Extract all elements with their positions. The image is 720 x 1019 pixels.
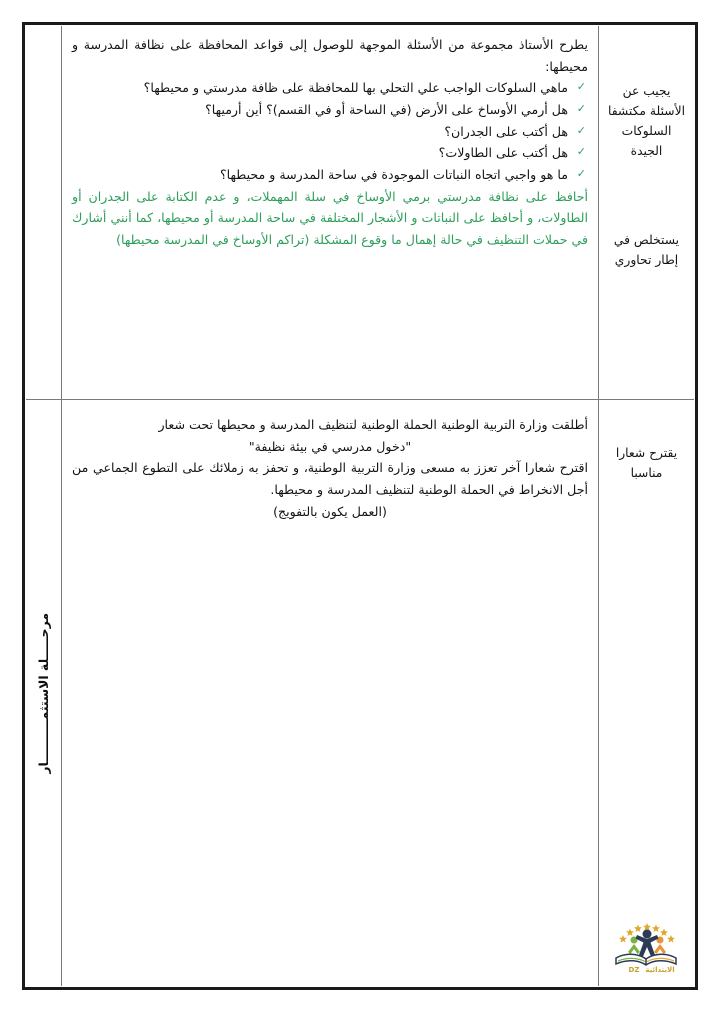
list-item [72, 121, 588, 143]
task-paragraph: اقترح شعارا آخر تعزز به مسعى وزارة التربية الوطنية، و تحفز به زملائك على التطوع الجماعي من أجل الانخراط في الحملة الوطنية لتنظيف المدرسة و محيطها. [72, 460, 588, 497]
table-row [599, 26, 694, 399]
behavior-line-5: يستخلص في [613, 233, 680, 247]
logo-name-code: DZ [628, 966, 640, 974]
logo-name-ar: الابتدائية [645, 966, 675, 974]
phase-label: مرحـــــلة الاستثمــــــــــار [36, 612, 51, 774]
check-icon: ✓ [576, 123, 586, 137]
table-inner-frame [25, 25, 695, 987]
check-icon: ✓ [576, 145, 586, 159]
phase-cell-row-1 [26, 26, 61, 399]
logo-book [616, 954, 676, 965]
check-icon: ✓ [576, 167, 586, 181]
question-text: هل أكتب على الجدران؟ [444, 123, 568, 139]
list-item [72, 77, 588, 99]
question-text: ما هو واجبي اتجاه النباتات الموجودة في ساحة المدرسة و محيطها؟ [219, 166, 568, 182]
behavior-line-4: الجيدة [630, 143, 663, 158]
slogan-text: "دخول مدرسي في بيئة نظيفة" [248, 438, 412, 454]
check-icon: ✓ [576, 102, 586, 116]
work-note: (العمل يكون بالتفويج) [273, 503, 387, 519]
content-cell-row-2 [62, 400, 598, 986]
list-item [72, 164, 588, 186]
behavior-line-6: إطار تحاوري [614, 252, 679, 267]
answer-paragraph: أحافظ على نظافة مدرستي برمي الأوساخ في سلة المهملات، و عدم الكتابة على الجدران أو الطاولات، و أحافظ على النباتات و الأشجار المختلفة في ساحة المدرسة أو محيطها، كما أنني أشارك في حملات التنظيف في حالة إهمال ما وقوع المشكلة (تراكم الأوساخ في المدرسة محيطها) [72, 188, 588, 247]
campaign-paragraph: أطلقت وزارة التربية الوطنية الحملة الوطنية لتنظيف المدرسة و محيطها تحت شعار [158, 417, 588, 432]
question-text: هل أرمي الأوساخ على الأرض (في الساحة أو في القسم)؟ أين أرميها؟ [205, 101, 568, 117]
behavior-line-2: مناسبا [630, 465, 663, 480]
behavior-line-2: الأسئلة مكتشفا [607, 103, 686, 118]
phase-label-wrapper [26, 400, 61, 986]
question-text: ماهي السلوكات الواجب علي التحلي بها للمحافظة على ظافة مدرستي و محيطها؟ [143, 80, 568, 96]
lesson-plan-table [22, 22, 698, 990]
intro-paragraph: يطرح الأستاذ مجموعة من الأسئلة الموجهة للوصول إلى قواعد المحافظة على نظافة المدرسة و محيطها: [72, 37, 588, 74]
table-row [599, 400, 694, 986]
phase-cell-row-2 [26, 400, 61, 986]
question-text: هل أكتب على الطاولات؟ [438, 145, 568, 161]
content-cell-row-1 [62, 26, 598, 399]
check-icon: ✓ [576, 80, 586, 94]
list-item [72, 99, 588, 121]
behavior-line-1: يجيب عن [622, 84, 671, 98]
question-list [72, 77, 588, 185]
behavior-line-3: السلوكات [621, 123, 672, 138]
behavior-line-1: يقترح شعارا [615, 446, 678, 460]
school-logo [608, 912, 684, 974]
list-item [72, 142, 588, 164]
